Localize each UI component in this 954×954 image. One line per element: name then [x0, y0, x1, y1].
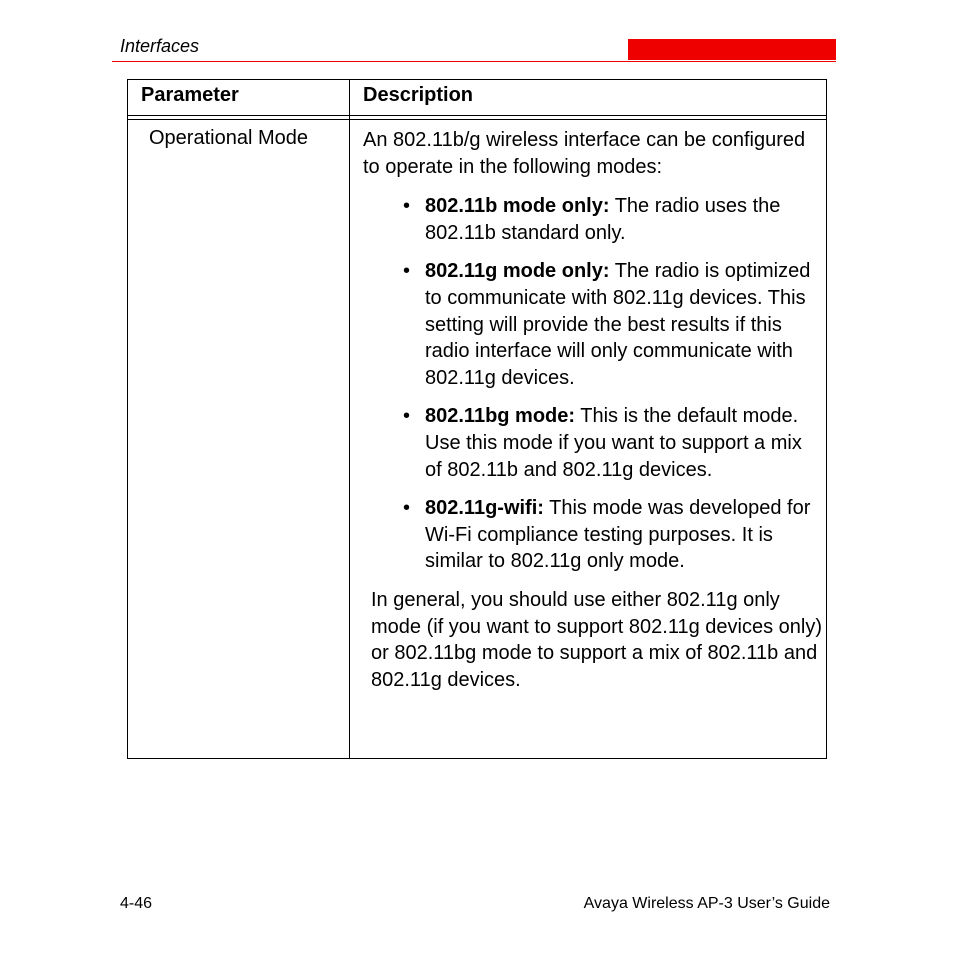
mode-list — [363, 193, 823, 575]
parameter-description — [363, 127, 823, 693]
header-row-rule-upper — [128, 115, 826, 116]
bullet-icon: • — [403, 260, 411, 283]
mode-text: This mode was developed for Wi-Fi compliance testing purposes. It is similar to 802.11g only mode. — [425, 497, 811, 573]
mode-name: 802.11g-wifi: — [425, 497, 544, 520]
column-header-parameter: Parameter — [141, 84, 239, 106]
header-rule — [112, 61, 836, 62]
list-item — [403, 495, 823, 575]
header-row-rule-lower — [128, 119, 826, 120]
header-accent-bar — [628, 39, 836, 60]
mode-text: The radio is optimized to communicate with 802.11g devices. This setting will provide the best results if this radio interface will only communicate with 802.11g devices. — [425, 260, 811, 389]
list-item — [403, 258, 823, 391]
guide-title: Avaya Wireless AP-3 User’s Guide — [583, 895, 830, 912]
parameter-table — [127, 79, 827, 759]
parameter-name: Operational Mode — [149, 127, 308, 149]
mode-name: 802.11bg mode: — [425, 405, 576, 428]
mode-text: This is the default mode. Use this mode if you want to support a mix of 802.11b and 802.11g devices. — [425, 405, 802, 481]
description-closing: In general, you should use either 802.11g only mode (if you want to support 802.11g devices only) or 802.11bg mode to support a mix of 802.11b and 802.11g devices. — [371, 588, 822, 691]
list-item — [403, 403, 823, 483]
mode-text: The radio uses the 802.11b standard only. — [425, 195, 781, 244]
column-divider — [349, 80, 350, 758]
page-number: 4-46 — [120, 895, 153, 912]
list-item — [403, 193, 823, 246]
mode-name: 802.11b mode only: — [425, 195, 610, 218]
mode-name: 802.11g mode only: — [425, 260, 610, 283]
column-header-description: Description — [363, 84, 474, 106]
bullet-icon: • — [403, 497, 411, 520]
description-intro: An 802.11b/g wireless interface can be configured to operate in the following modes: — [363, 129, 806, 178]
section-title: Interfaces — [120, 36, 200, 56]
bullet-icon: • — [403, 405, 411, 428]
bullet-icon: • — [403, 195, 411, 218]
